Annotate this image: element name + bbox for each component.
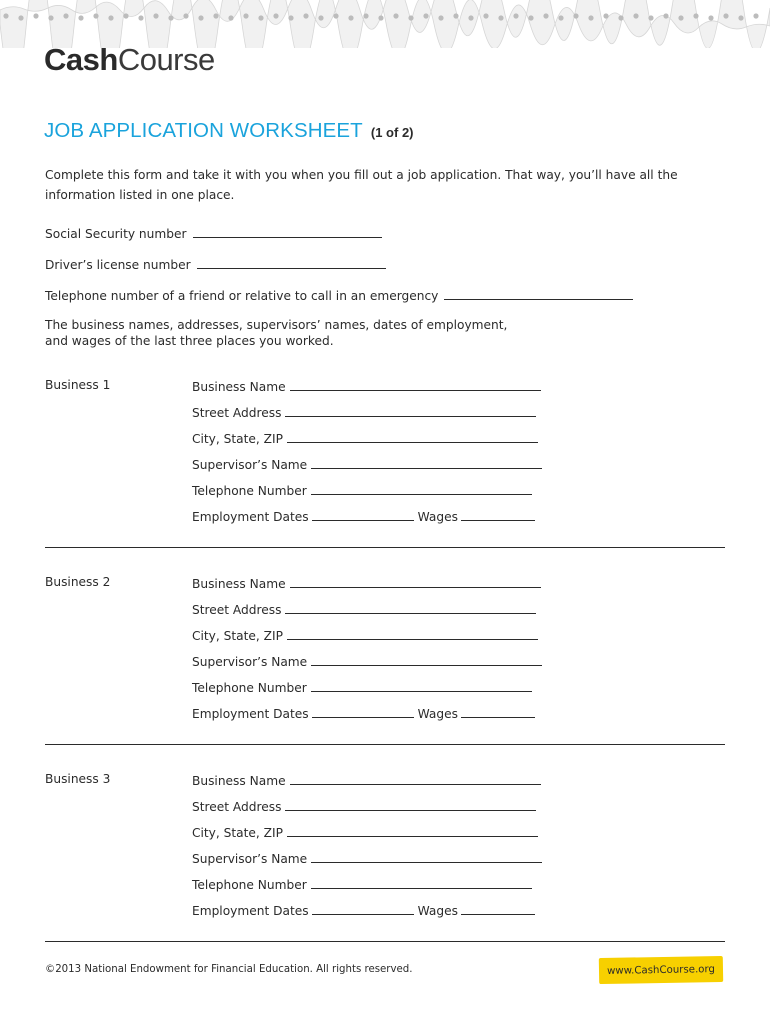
emergency-input[interactable] bbox=[444, 287, 633, 300]
perforation-hole bbox=[303, 13, 308, 18]
business-intro-line-1: The business names, addresses, supervisors’ names, dates of employment, bbox=[45, 318, 508, 332]
street-address-label: Street Address bbox=[192, 800, 282, 814]
street-address-label: Street Address bbox=[192, 406, 282, 420]
perforation-hole bbox=[693, 13, 698, 18]
supervisor-name-field bbox=[192, 456, 542, 472]
perforation-hole bbox=[198, 15, 203, 20]
employment-dates-input[interactable] bbox=[312, 705, 414, 718]
employment-dates-field bbox=[192, 705, 535, 721]
supervisor-name-field bbox=[192, 850, 542, 866]
license-label: Driver’s license number bbox=[45, 258, 191, 272]
perforation-hole bbox=[423, 13, 428, 18]
perforation-hole bbox=[468, 15, 473, 20]
city-state-zip-input[interactable] bbox=[287, 824, 538, 837]
telephone-field bbox=[192, 876, 532, 892]
perforation-hole bbox=[153, 13, 158, 18]
section-divider bbox=[45, 941, 725, 942]
employment-dates-label: Employment Dates bbox=[192, 707, 309, 721]
supervisor-name-label: Supervisor’s Name bbox=[192, 655, 308, 669]
wages-input[interactable] bbox=[461, 508, 535, 521]
business-name-label: Business Name bbox=[192, 577, 286, 591]
perforation-hole bbox=[738, 15, 743, 20]
copyright-notice: ©2013 National Endowment for Financial Education. All rights reserved. bbox=[45, 964, 413, 975]
business-section-1 bbox=[0, 378, 770, 538]
perforation-hole bbox=[243, 13, 248, 18]
page-title bbox=[44, 119, 414, 143]
employment-dates-label: Employment Dates bbox=[192, 510, 309, 524]
cashcourse-logo bbox=[44, 44, 215, 75]
perforation-hole bbox=[498, 15, 503, 20]
business-intro bbox=[45, 317, 545, 349]
perforation-hole bbox=[123, 13, 128, 18]
street-address-input[interactable] bbox=[285, 404, 536, 417]
business-label: Business 2 bbox=[45, 575, 111, 589]
wages-label: Wages bbox=[417, 904, 458, 918]
page-indicator: (1 of 2) bbox=[370, 125, 414, 140]
city-state-zip-label: City, State, ZIP bbox=[192, 826, 283, 840]
perforation-hole bbox=[618, 15, 623, 20]
street-address-label: Street Address bbox=[192, 603, 282, 617]
perforation-hole bbox=[318, 15, 323, 20]
perforation-hole bbox=[438, 15, 443, 20]
perforation-hole bbox=[408, 15, 413, 20]
city-state-zip-input[interactable] bbox=[287, 627, 538, 640]
worksheet-title: JOB APPLICATION WORKSHEET bbox=[44, 119, 363, 142]
cashcourse-website-link[interactable]: www.CashCourse.org bbox=[599, 956, 723, 984]
perforation-hole bbox=[753, 13, 758, 18]
perforation-hole bbox=[273, 13, 278, 18]
business-intro-line-2: and wages of the last three places you worked. bbox=[45, 334, 334, 348]
city-state-zip-label: City, State, ZIP bbox=[192, 629, 283, 643]
ssn-label: Social Security number bbox=[45, 227, 187, 241]
perforation-hole bbox=[453, 13, 458, 18]
perforation-hole bbox=[348, 15, 353, 20]
employment-dates-label: Employment Dates bbox=[192, 904, 309, 918]
perforation-hole bbox=[558, 15, 563, 20]
street-address-input[interactable] bbox=[285, 798, 536, 811]
perforation-hole bbox=[513, 13, 518, 18]
perforation-hole bbox=[633, 13, 638, 18]
business-name-field bbox=[192, 772, 541, 788]
business-label: Business 3 bbox=[45, 772, 111, 786]
telephone-input[interactable] bbox=[311, 876, 532, 889]
ssn-input[interactable] bbox=[193, 225, 382, 238]
city-state-zip-field bbox=[192, 430, 538, 446]
street-address-field bbox=[192, 798, 536, 814]
wages-input[interactable] bbox=[461, 705, 535, 718]
employment-dates-field bbox=[192, 508, 535, 524]
wages-input[interactable] bbox=[461, 902, 535, 915]
perforation-hole bbox=[228, 15, 233, 20]
employment-dates-field bbox=[192, 902, 535, 918]
section-divider bbox=[45, 744, 725, 745]
business-section-2 bbox=[0, 575, 770, 735]
perforation-hole bbox=[648, 15, 653, 20]
telephone-label: Telephone Number bbox=[192, 484, 307, 498]
business-name-field bbox=[192, 378, 541, 394]
supervisor-name-label: Supervisor’s Name bbox=[192, 458, 308, 472]
perforation-hole bbox=[528, 15, 533, 20]
perforation-hole bbox=[3, 13, 8, 18]
business-name-input[interactable] bbox=[290, 575, 541, 588]
perforation-hole bbox=[63, 13, 68, 18]
business-name-label: Business Name bbox=[192, 774, 286, 788]
perforation-hole bbox=[18, 15, 23, 20]
employment-dates-input[interactable] bbox=[312, 902, 414, 915]
business-section-3 bbox=[0, 772, 770, 932]
perforation-hole bbox=[573, 13, 578, 18]
telephone-input[interactable] bbox=[311, 482, 532, 495]
perforation-hole bbox=[678, 15, 683, 20]
perforation-hole bbox=[213, 13, 218, 18]
supervisor-name-input[interactable] bbox=[311, 456, 542, 469]
emergency-label: Telephone number of a friend or relative to call in an emergency bbox=[45, 289, 439, 303]
supervisor-name-field bbox=[192, 653, 542, 669]
logo-cash-text: Cash bbox=[44, 42, 118, 77]
perforation-hole bbox=[378, 15, 383, 20]
perforation-hole bbox=[588, 15, 593, 20]
street-address-field bbox=[192, 601, 536, 617]
city-state-zip-label: City, State, ZIP bbox=[192, 432, 283, 446]
ssn-field bbox=[45, 225, 382, 241]
section-divider bbox=[45, 547, 725, 548]
perforation-hole bbox=[393, 13, 398, 18]
perforation-hole bbox=[483, 13, 488, 18]
perforation-hole bbox=[363, 13, 368, 18]
wages-label: Wages bbox=[417, 510, 458, 524]
supervisor-name-input[interactable] bbox=[311, 850, 542, 863]
telephone-input[interactable] bbox=[311, 679, 532, 692]
perforation-hole bbox=[258, 15, 263, 20]
perforation-hole bbox=[603, 13, 608, 18]
license-input[interactable] bbox=[197, 256, 386, 269]
perforation-hole bbox=[48, 15, 53, 20]
perforation-hole bbox=[288, 15, 293, 20]
emergency-field bbox=[45, 287, 633, 303]
perforation-hole bbox=[543, 13, 548, 18]
business-name-field bbox=[192, 575, 541, 591]
perforation-hole bbox=[93, 13, 98, 18]
street-address-input[interactable] bbox=[285, 601, 536, 614]
business-label: Business 1 bbox=[45, 378, 111, 392]
city-state-zip-field bbox=[192, 627, 538, 643]
telephone-field bbox=[192, 679, 532, 695]
business-name-label: Business Name bbox=[192, 380, 286, 394]
supervisor-name-input[interactable] bbox=[311, 653, 542, 666]
perforation-hole bbox=[708, 15, 713, 20]
perforation-hole bbox=[168, 15, 173, 20]
supervisor-name-label: Supervisor’s Name bbox=[192, 852, 308, 866]
perforation-hole bbox=[663, 13, 668, 18]
telephone-field bbox=[192, 482, 532, 498]
logo-course-text: Course bbox=[117, 42, 215, 77]
business-name-input[interactable] bbox=[290, 378, 541, 391]
perforation-hole bbox=[138, 15, 143, 20]
street-address-field bbox=[192, 404, 536, 420]
telephone-label: Telephone Number bbox=[192, 878, 307, 892]
perforation-hole bbox=[333, 13, 338, 18]
intro-text: Complete this form and take it with you when you fill out a job application. That way, you’ll have all the information listed in one place. bbox=[45, 168, 678, 202]
perforation-hole bbox=[78, 15, 83, 20]
city-state-zip-input[interactable] bbox=[287, 430, 538, 443]
perforation-hole bbox=[183, 13, 188, 18]
perforated-border bbox=[0, 0, 770, 48]
license-field bbox=[45, 256, 386, 272]
wages-label: Wages bbox=[417, 707, 458, 721]
perforation-hole bbox=[723, 13, 728, 18]
city-state-zip-field bbox=[192, 824, 538, 840]
perforation-hole bbox=[33, 13, 38, 18]
employment-dates-input[interactable] bbox=[312, 508, 414, 521]
telephone-label: Telephone Number bbox=[192, 681, 307, 695]
perforation-hole bbox=[108, 15, 113, 20]
business-name-input[interactable] bbox=[290, 772, 541, 785]
